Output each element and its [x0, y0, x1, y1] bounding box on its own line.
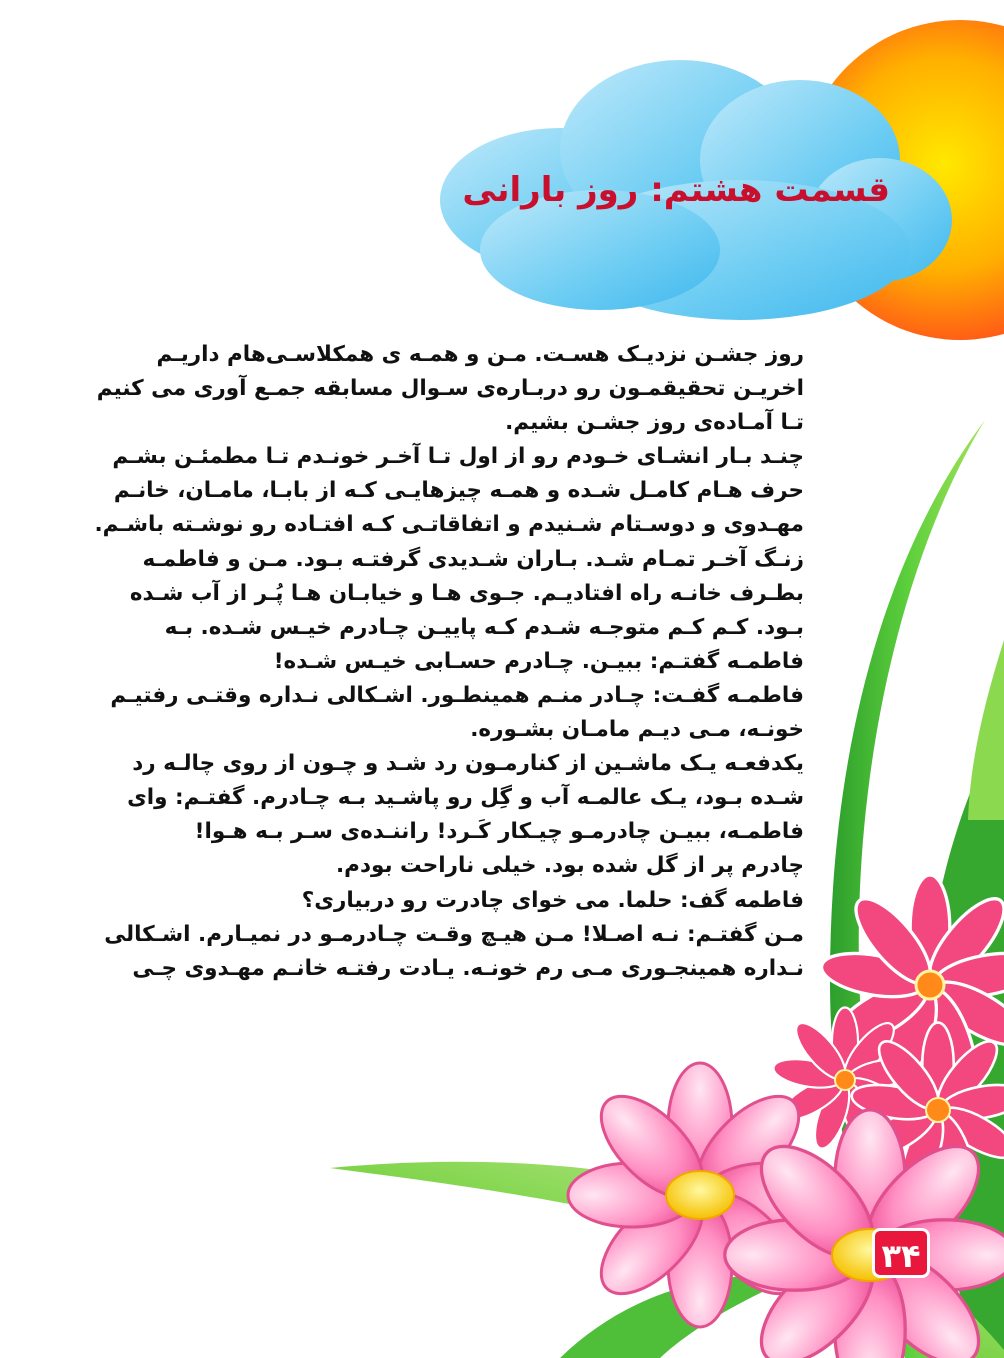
text-line: بـود. کـم کـم متوجـه شـدم کـه پاییـن چـادرم خیـس شـده. بـه	[164, 614, 804, 640]
text-line: چنـد بـار انشـای خـودم رو از اول تـا آخـر خونـدم تـا مطمئـن بشـم	[112, 444, 804, 470]
text-line: فاطمـه، ببیـن چادرمـو چیـکار کَـرد! راننـده‌ی سـر بـه هـوا!	[194, 819, 804, 845]
text-line: یکدفعـه یـک ماشـین از کنارمـون رد شـد و چـون از روی چالـه رد	[132, 751, 804, 777]
text-line: بطـرف خانـه راه افتادیـم. جـوی هـا و خیابـان هـا پُـر از آب شـده	[129, 580, 804, 606]
text-line: خونـه، مـی دیـم مامـان بشـوره.	[470, 717, 804, 743]
text-line: اخریـن تحقیقمـون رو دربـاره‌ی سـوال مسابقه جمـع آوری می کنیم	[96, 376, 804, 402]
text-line: فاطمـه گفتـم: ببیـن. چـادرم حسـابی خیـس شـده!	[273, 648, 804, 674]
text-line: روز جشـن نزدیـک هسـت. مـن و همـه ی همکلاسـی‌هام داریـم	[156, 342, 804, 367]
text-line: زنـگ آخـر تمـام شـد. بـاران شـدیدی گرفتـه بـود. مـن و فاطمـه	[142, 546, 804, 572]
page-number-badge: ۳۴	[872, 1228, 930, 1278]
text-line: مـن گفتـم: نـه اصـلا! مـن هیـچ وقـت چـادرمـو در نمیـارم. اشـکالی	[104, 921, 804, 947]
page-title: قسمت هشتم: روز بارانی	[462, 170, 890, 210]
text-line: فاطمه گف: حلما. می خوای چادرت رو دربیاری؟	[301, 887, 804, 913]
text-line: چادرم پر از گل شده بود. خیلی ناراحت بودم.	[336, 853, 804, 879]
text-line: تـا آمـاده‌ی روز جشـن بشیم.	[505, 410, 804, 436]
text-line: نـداره همینجـوری مـی رم خونـه. یـادت رفتـه خانـم مهـدوی چـی	[132, 955, 804, 981]
text-line: مهـدوی و دوسـتام شـنیدم و اتفاقاتـی کـه افتـاده رو نوشـته باشـم.	[94, 512, 804, 538]
story-text	[68, 338, 804, 986]
text-line: شـده بـود، یـک عالمـه آب و گِل رو پاشـید بـه چـادرم. گفتـم: وای	[127, 785, 804, 811]
text-line: فاطمـه گفـت: چـادر منـم همینطـور. اشـکالی نـداره وقتـی رفتیـم	[110, 682, 804, 708]
text-line: حرف هـام کامـل شـده و همـه چیزهایـی کـه از بابـا، مامـان، خانـم	[113, 478, 804, 504]
